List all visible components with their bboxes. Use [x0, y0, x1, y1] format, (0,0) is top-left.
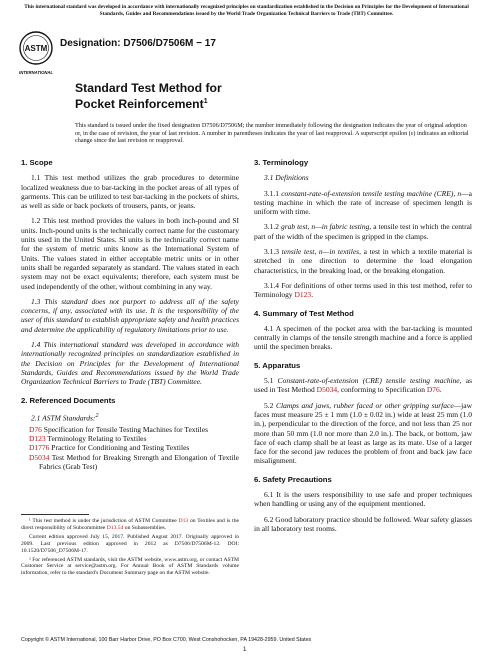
title-line-2 — [75, 95, 222, 111]
para-5-2 — [254, 401, 472, 466]
ref-item — [21, 453, 239, 472]
subcommittee-link[interactable]: D13.54 — [106, 524, 124, 531]
ref-link-d5034[interactable]: D5034 — [29, 452, 50, 462]
ref-link-d1776[interactable]: D1776 — [29, 443, 50, 453]
section-heading-referenced-documents: 2. Referenced Documents — [21, 395, 116, 405]
defined-term: constant-rate-of-extension tensile testing machine (CRE), n — [281, 188, 462, 198]
para-number: 5.2 — [264, 400, 276, 410]
section-heading-safety: 6. Safety Precautions — [254, 474, 332, 484]
footnote-1 — [21, 518, 239, 532]
title-line-1: Standard Test Method for — [75, 81, 222, 95]
page-number: 1 — [243, 647, 247, 653]
d76-link[interactable]: D76 — [426, 385, 440, 395]
defined-term: tensile test, n—in textiles — [281, 247, 360, 257]
designation: Designation: D7506/D7506M − 17 — [60, 38, 216, 49]
para-3-1-4 — [254, 281, 472, 300]
section-heading-summary: 4. Summary of Test Method — [254, 308, 354, 318]
section-heading-apparatus: 5. Apparatus — [254, 360, 301, 370]
section-heading-scope: 1. Scope — [21, 158, 53, 167]
footnotes — [21, 518, 239, 579]
ref-item — [21, 443, 239, 452]
para-text: . — [311, 290, 314, 300]
left-column — [21, 158, 239, 471]
right-column — [254, 158, 472, 539]
para-text: —jaw faces must measure 25 ± 1 mm (1.0 ± 0.02 in.) wide at least 25 mm (1.0 in.), perpendicular to the direction of the force, and not less than 25 nor more than 50 mm (1.0 nor more than 2.0 in.). The back, or bottom, jaw face of each clamp shall be at least as large as its mate. Use of a larger face for the second jaw reduces the problem of front and back jaw face misalignment. — [254, 400, 473, 466]
para-3-1-2 — [254, 222, 472, 241]
title-main: Pocket Reinforcement — [75, 97, 204, 112]
para-6-1: 6.1 It is the users responsibility to use safe and proper techniques when handling or using any of the equipment mentioned. — [254, 490, 472, 509]
d5034-link[interactable]: D5034 — [316, 385, 338, 395]
para-text: as used in Test Method — [254, 376, 473, 395]
para-3-1-3 — [254, 247, 472, 275]
footnote-1-edition: Current edition approved July 15, 2017. Published August 2017. Originally approved in 2009. Last previous edition approved in 2012 as D7506/D7506M-12. DOI: 10.1520/D7506_D7506M-17. — [21, 533, 239, 554]
para-number: 3.1.2 — [264, 222, 281, 232]
para-text: 3.1.4 For definitions of other terms used in this test method, refer to Terminology — [254, 280, 472, 300]
para-6-2: 6.2 Good laboratory practice should be followed. Wear safety glasses in all laboratory test rooms. — [254, 514, 472, 533]
para-number: 3.1.1 — [264, 188, 282, 198]
issued-under-note: This standard is issued under the fixed designation D7506/D7506M; the number immediately following the designation indicates the year of original adoption or, in the case of revision, the year of last revision. A number in parentheses indicates the year of last reapproval. A superscript epsilon (ε) indicates an editorial change since the last revision or reapproval. — [75, 122, 469, 145]
para-text: . — [439, 385, 442, 395]
para-3-1: 3.1 Definitions — [264, 173, 309, 183]
footnote-1-text: ¹ This test method is under the jurisdiction of ASTM Committee — [29, 518, 179, 524]
astm-logo — [18, 30, 54, 80]
ref-title: Specification for Tensile Testing Machines for Textiles — [41, 424, 209, 434]
document-title — [75, 81, 222, 111]
para-2-1-footnote-ref: 2 — [95, 411, 99, 419]
apparatus-term: Constant-rate-of-extension (CRE) tensile testing machine, — [277, 376, 462, 386]
para-1-3: 1.3 This standard does not purport to address all of the safety concerns, if any, associated with its use. It is the responsibility of the user of this standard to establish appropriate safety and health practices and determine the applicability of regulatory limitations prior to use. — [21, 296, 239, 334]
para-2-1 — [21, 411, 239, 423]
para-4-1: 4.1 A specimen of the pocket area with the bar-tacking is mounted centrally in clamps of the tensile strength machine and a force is applied until the specimen breaks. — [254, 323, 472, 352]
footnote-2: ² For referenced ASTM standards, visit the ASTM website, www.astm.org, or contact ASTM Customer Service at service@astm.org. For Annual Book of ASTM Standards volume information, refer to the standard's Document Summary page on the ASTM website. — [21, 556, 239, 577]
para-2-1-text: 2.1 ASTM Standards: — [31, 413, 96, 423]
para-1-2: 1.2 This test method provides the values in both inch-pound and SI units. Inch-pound units is the technically correct name for the customary units used in the United States. SI units is the technically correct name for the system of metric units know as the International System of Units. The values stated in either acceptable metric units or in other units shall be regarded separately as standard. The values stated in each system may not be exact equivalents; therefore, each system must be used independently of the other, without combining in any way. — [21, 216, 239, 291]
para-5-1 — [254, 376, 472, 395]
defined-term: grab test, n—in fabric testing — [280, 222, 370, 232]
section-heading-terminology: 3. Terminology — [254, 158, 309, 167]
definition-text: —a testing machine in which the rate of increase of specimen length is uniform with time. — [254, 188, 473, 217]
ref-item — [21, 434, 239, 443]
footnote-1-text: on Subassemblies. — [123, 524, 167, 531]
ref-title: Practice for Conditioning and Testing Textiles — [49, 443, 190, 453]
para-3-1-1 — [254, 189, 472, 217]
para-number: 5.1 — [264, 376, 278, 386]
tbt-notice: This international standard was developed in accordance with internationally recognized principles on standardization established in the Decision on Principles for the Development of International Standards, Guides and Recommendations issued by the World Trade Organization Technical Barriers to Trade (TBT) Committee. — [24, 4, 469, 17]
copyright-line: Copyright © ASTM International, 100 Barr Harbor Drive, PO Box C700, West Conshohocken, PA 19428-2959. United States — [21, 637, 312, 643]
d123-link[interactable]: D123 — [294, 290, 312, 300]
committee-link[interactable]: D13 — [178, 518, 189, 524]
ref-link-d76[interactable]: D76 — [29, 424, 42, 434]
footnote-1-text: on Textiles and is the direct responsibility of Subcommittee — [21, 518, 239, 531]
footnote-divider — [21, 514, 89, 515]
definition-text: , a tensile test in which the central part of the width of the specimen is gripped in the clamps. — [254, 222, 472, 241]
apparatus-term: Clamps and jaws, rubber faced or other gripping surface — [275, 400, 454, 410]
ref-item — [21, 425, 239, 434]
title-footnote-ref: 1 — [203, 98, 208, 105]
definition-text: , a test in which a textile material is stretched in one direction to determine the load elongation characteristics, in the breaking load, or the breaking elongation. — [254, 247, 472, 275]
para-1-4: 1.4 This international standard was developed in accordance with internationally recognized principles on standardization established in the Decision on Principles for the Development of International Standards, Guides and Recommendations issued by the World Trade Organization Technical Barriers to Trade (TBT) Committee. — [21, 340, 239, 387]
para-number: 3.1.3 — [264, 247, 282, 257]
para-1-1: 1.1 This test method utilizes the grab procedures to determine localized weakness due to bar-tacking in the pocket areas of all types of garments. This can be utilized to test bar-tacking in the pockets of shirts, as well as side or back pockets of trousers, pants, or jeans. — [21, 173, 239, 211]
ref-title: Terminology Relating to Textiles — [45, 433, 147, 443]
svg-text:INTERNATIONAL: INTERNATIONAL — [19, 70, 53, 75]
para-text: , conforming to Specification — [337, 385, 427, 395]
ref-link-d123[interactable]: D123 — [29, 433, 46, 443]
svg-text:ASTM: ASTM — [24, 44, 48, 53]
ref-title: Test Method for Breaking Strength and Elongation of Textile Fabrics (Grab Test) — [39, 452, 239, 471]
